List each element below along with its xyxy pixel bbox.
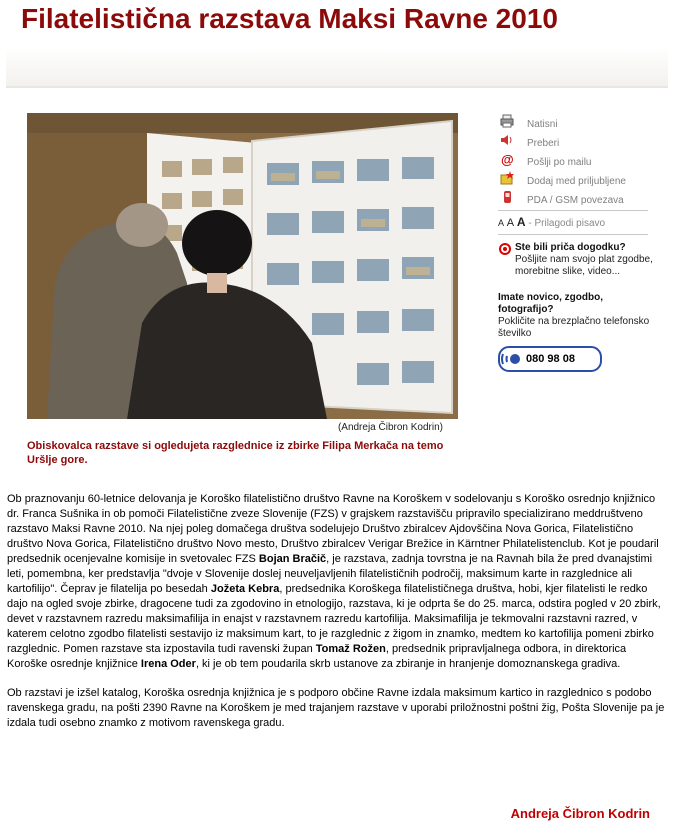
sidebar-divider [498, 234, 648, 235]
paragraph-text: , predsednika Koroškega filatelističnega društva, hobi, kjer filatelisti le redko dajo na ogled svoje zbirke, dragocene tudi za zgodovino in etnologijo, razstava, ki je odprta še do 25. marca, odstira pogled v 20 zbirk, devet v razstavnem razredu maksimafilija in enajst v razstavnem razredu kartofilija. Maksimafilija je tekmovalni razstavni razred, v katerem celotno zgodbo filatelisti sestavijo iz maksimum kart, to je razglednic z žigom in znamko, medtem ko kartofilija pomeni zbirko razglednic. Pomen razstave sta izpostavila tudi ravenski župan [7, 583, 661, 655]
send-by-email-label: Pošlji po mailu [527, 157, 592, 168]
font-large-button[interactable]: A [516, 215, 526, 229]
svg-text:@: @ [501, 152, 514, 166]
printer-icon [500, 114, 514, 128]
report-event-description: Pošljite nam svojo plat zgodbe, morebitne slike, video... [515, 254, 653, 277]
article-paragraph: Ob razstavi je izšel katalog, Koroška osrednja knjižnica je s podporo občine Ravne izdala maksimum kartico in razglednico s podobo ravenskega gradu, na pošti 2390 Ravne na Koroškem je med trajanjem razstave v uporabi priložnostni poštni žig, Pošta Slovenije pa je izdala tudi osebno znamko z motivom ravenskega gradu. [7, 687, 665, 729]
news-tip-box [498, 292, 653, 372]
favorites-folder-icon [500, 171, 514, 185]
person-name: Bojan Bračič [258, 553, 327, 565]
paragraph-text: , je razstava, zadnja tovrstna je na Ravnah bila že pred dvanajstimi leti, pomembna, ker predstavlja "dvoje v Slovenije doslej neuveljavljenih filatelističnih področij, maksimum karte in razglednice ali kartofilijo". Čeprav je filatelija po besedah [7, 553, 653, 595]
phone-icon [500, 350, 526, 368]
target-icon [498, 242, 512, 256]
read-aloud-button[interactable] [498, 131, 653, 150]
font-size-adjuster[interactable] [498, 215, 653, 231]
read-aloud-label: Preberi [527, 138, 560, 149]
send-by-email-button[interactable] [498, 150, 653, 169]
print-button[interactable] [498, 112, 653, 131]
font-small-button[interactable]: A [498, 218, 505, 228]
hotline-number[interactable] [498, 346, 602, 372]
person-name: Tomaž Rožen [315, 643, 386, 655]
paragraph-text: Ob praznovanju 60-letnice delovanja je Koroško filatelistično društvo Ravne na Koroškem v sodelovanju s Koroško osrednjo knjižnico dr. Franca Sušnika in ob pomoči Filatelistične zveze Slovenije (FZS) v grajskem razstavišču pripravilo specializirano meddruštveno razstavo Maksi Ravne 2010. Na njej poleg domačega društva sodelujejo Društvo zbiralcev Ajdovščina Nova Gorica, Filatelistično društvo Nova Gorica, Filatelistično društvo Novo mesto, Društvo zbiralcev Verigar Brežice in Kärntner Philatelistenclub. Kot je poudaril predsednik ocenjevalne komisije in svetovalec FZS [7, 493, 659, 565]
article-body [7, 492, 667, 745]
sidebar-divider [498, 210, 648, 211]
photo-credit: (Andreja Čibron Kodrin) [337, 422, 443, 433]
photo-caption: Obiskovalca razstave si ogledujeta razglednice iz zbirke Filipa Merkača na temo Uršlje gore. [27, 440, 444, 466]
email-icon [500, 152, 514, 166]
speaker-icon [500, 133, 514, 147]
report-event-box[interactable] [498, 242, 653, 278]
person-name: Irena Oder [140, 658, 196, 670]
paragraph-text: , ki je ob tem poudarila skrb ustanove za zbiranje in hranjenje domoznanskega gradiva. [195, 658, 621, 670]
hotline-number-text: 080 98 08 [526, 353, 575, 365]
news-tip-question: Imate novico, zgodbo, fotografijo? [498, 292, 604, 315]
paragraph-text: , predsednik pripravljalnega odbora, in direktorica Koroške osrednje knjižnice [7, 643, 627, 670]
font-medium-button[interactable]: A [506, 217, 515, 229]
news-tip-description: Pokličite na brezplačno telefonsko številko [498, 316, 650, 339]
add-to-favorites-button[interactable] [498, 169, 653, 188]
pda-gsm-link[interactable] [498, 188, 653, 207]
pda-gsm-label: PDA / GSM povezava [527, 195, 624, 206]
page-title: Filatelistična razstava Maksi Ravne 2010 [21, 3, 558, 34]
mobile-phone-icon [500, 190, 514, 204]
article-photo [27, 113, 458, 419]
font-adjust-label: - Prilagodi pisavo [528, 218, 606, 229]
article-tools-sidebar [498, 112, 653, 372]
add-to-favorites-label: Dodaj med priljubljene [527, 176, 626, 187]
print-label: Natisni [527, 119, 558, 130]
article-author: Andreja Čibron Kodrin [510, 806, 650, 821]
report-event-question: Ste bili priča dogodku? [515, 242, 626, 253]
article-header [6, 0, 668, 88]
article-paragraph [7, 492, 667, 672]
person-name: Jožeta Kebra [210, 583, 280, 595]
